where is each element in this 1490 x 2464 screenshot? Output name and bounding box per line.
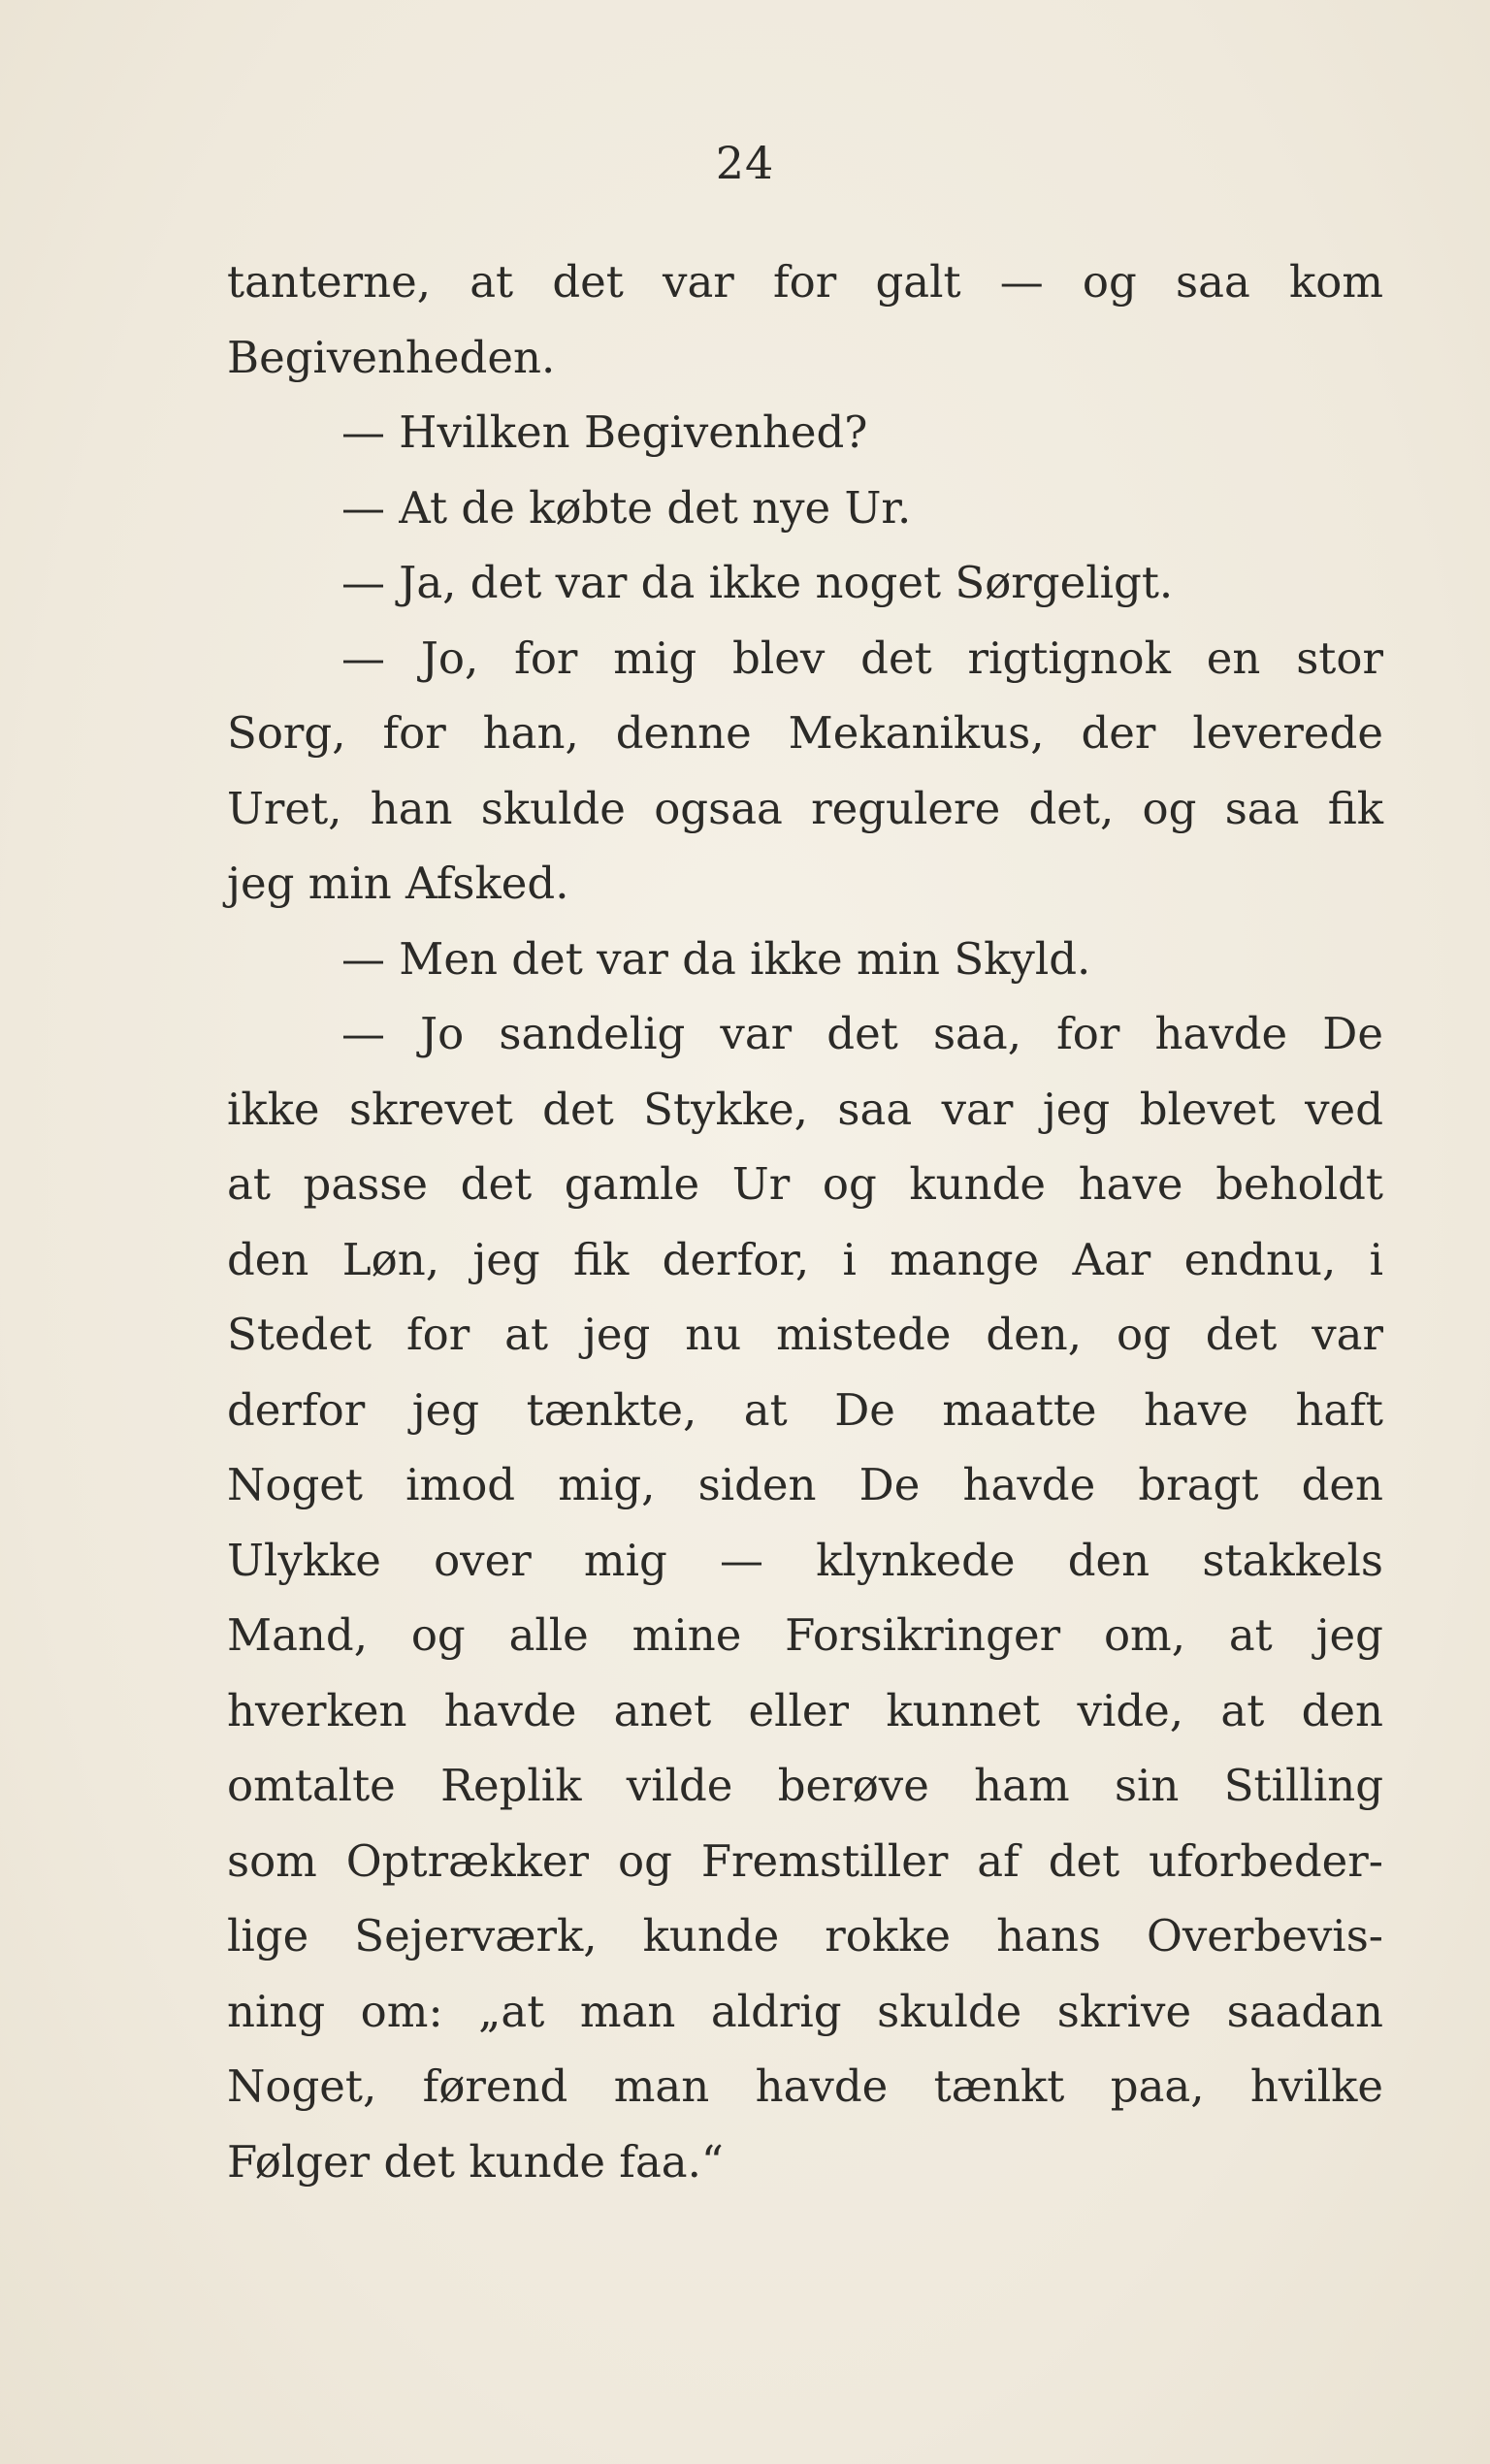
text-line: tanterne, at det var for galt — og saa kom: [227, 256, 1383, 308]
body-text: [227, 244, 1383, 2199]
text-line: Stedet for at jeg nu mistede den, og det var: [227, 1309, 1383, 1360]
text-line: Noget, førend man havde tænkt paa, hvilke: [227, 2060, 1383, 2112]
text-line: lige Sejerværk, kunde rokke hans Overbevis-: [227, 1910, 1383, 1961]
text-line: derfor jeg tænkte, at De maatte have haft: [227, 1383, 1383, 1436]
text-line: Sorg, for han, denne Mekanikus, der leverede: [227, 707, 1383, 759]
text-line: — Ja, det var da ikke noget Sørgeligt.: [341, 557, 1174, 608]
text-line: den Løn, jeg fik derfor, i mange Aar endnu, i: [227, 1233, 1383, 1285]
text-line: Uret, han skulde ogsaa regulere det, og saa fik: [227, 782, 1383, 834]
text-line: ikke skrevet det Stykke, saa var jeg blevet ved: [227, 1083, 1383, 1135]
text-line: — Men det var da ikke min Skyld.: [341, 932, 1091, 985]
text-line: som Optrækker og Fremstiller af det uforbeder-: [227, 1834, 1383, 1887]
text-line: — Jo sandelig var det saa, for havde De: [341, 1008, 1383, 1059]
page-number: 24: [715, 137, 775, 189]
text-line: Begivenheden.: [227, 331, 556, 383]
text-line: omtalte Replik vilde berøve ham sin Stilling: [227, 1760, 1383, 1811]
text-line: Noget imod mig, siden De havde bragt den: [227, 1459, 1383, 1510]
text-line: jeg min Afsked.: [227, 858, 569, 909]
text-line: — Hvilken Begivenhed?: [341, 406, 868, 458]
text-line: Følger det kunde faa.“: [227, 2135, 724, 2188]
text-line: ning om: „at man aldrig skulde skrive saadan: [227, 1985, 1383, 2037]
text-line: — At de købte det nye Ur.: [341, 481, 912, 534]
text-line: Mand, og alle mine Forsikringer om, at jeg: [227, 1609, 1383, 1661]
text-line: — Jo, for mig blev det rigtignok en stor: [341, 632, 1383, 684]
text-line: Ulykke over mig — klynkede den stakkels: [227, 1534, 1383, 1586]
text-line: at passe det gamle Ur og kunde have beholdt: [227, 1158, 1383, 1210]
text-line: hverken havde anet eller kunnet vide, at den: [227, 1684, 1383, 1736]
